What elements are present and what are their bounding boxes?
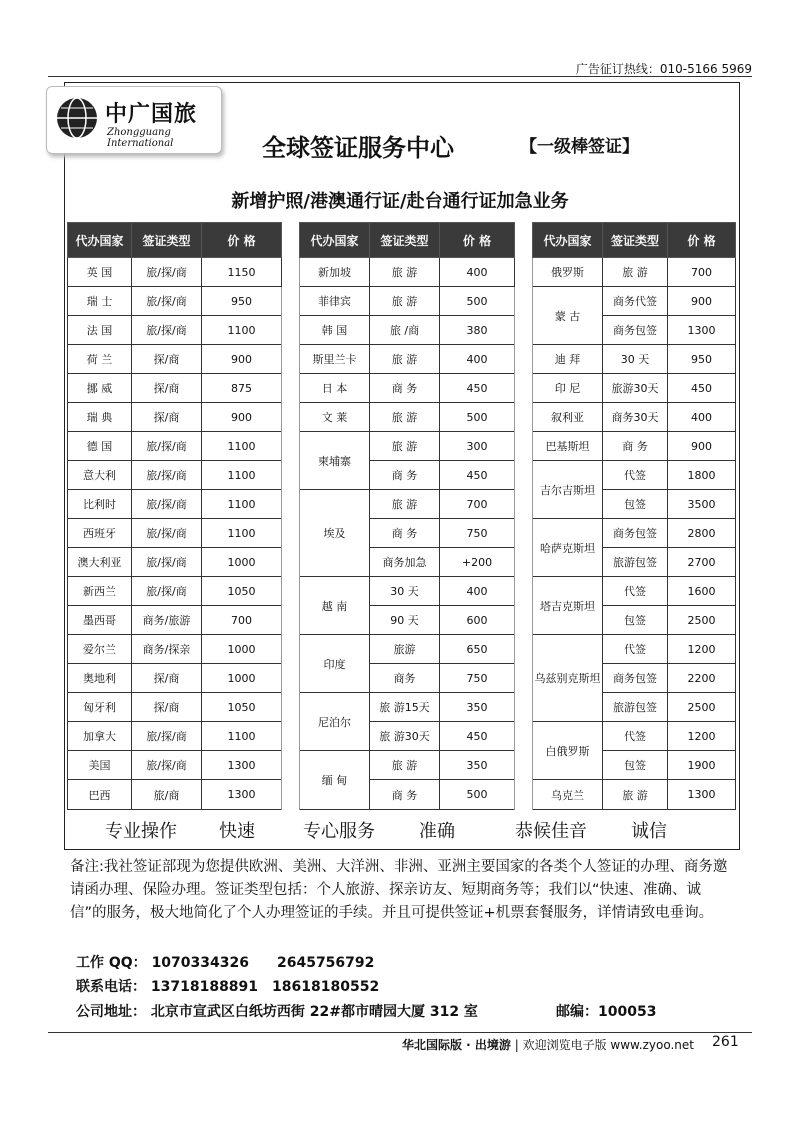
price-cell: 875 [202, 374, 282, 403]
page-number: 261 [712, 1034, 739, 1050]
country-cell: 巴基斯坦 [533, 432, 603, 461]
country-cell: 乌兹别克斯坦 [533, 635, 603, 722]
price-cell: 380 [440, 316, 515, 345]
country-cell: 西班牙 [68, 519, 132, 548]
price-cell: 950 [202, 287, 282, 316]
country-cell: 吉尔吉斯坦 [533, 461, 603, 519]
table-row [68, 258, 736, 287]
country-cell: 荷 兰 [68, 345, 132, 374]
table-row [68, 490, 736, 519]
address-text: 北京市宣武区白纸坊西街 22#都市晴园大厦 312 室 [150, 1004, 478, 1020]
phone-contact [76, 976, 379, 996]
price-cell: 300 [440, 432, 515, 461]
visa-type-cell: 商务 [370, 664, 440, 693]
visa-type-cell: 代签 [603, 577, 668, 606]
globe-icon [55, 96, 99, 140]
price-cell: 400 [440, 345, 515, 374]
visa-type-cell: 商务包签 [603, 664, 668, 693]
visa-type-cell: 旅/探/商 [132, 490, 202, 519]
price-cell: 600 [440, 606, 515, 635]
visa-type-cell: 商务加急 [370, 548, 440, 577]
table-row [68, 432, 736, 461]
qq-label: 工作 QQ： [76, 955, 147, 971]
visa-type-cell: 旅/探/商 [132, 751, 202, 780]
country-cell: 新西兰 [68, 577, 132, 606]
visa-type-cell: 旅/探/商 [132, 287, 202, 316]
price-cell: 450 [440, 374, 515, 403]
visa-type-cell: 商 务 [370, 374, 440, 403]
visa-type-cell: 旅/商 [132, 780, 202, 810]
country-cell: 乌克兰 [533, 780, 603, 810]
column-header: 价 格 [202, 223, 282, 258]
price-cell: 1100 [202, 519, 282, 548]
table-row [68, 316, 736, 345]
country-cell: 菲律宾 [300, 287, 370, 316]
table-row [68, 780, 736, 810]
footer-separator: | [514, 1038, 523, 1052]
visa-type-cell: 商 务 [370, 519, 440, 548]
ad-hotline: 广告征订热线：010-5166 5969 [575, 62, 752, 76]
column-header: 代办国家 [533, 223, 603, 258]
price-cell: 400 [668, 403, 736, 432]
table-row [68, 403, 736, 432]
price-cell: 400 [440, 258, 515, 287]
visa-type-cell: 商务包签 [603, 519, 668, 548]
price-cell: 1100 [202, 490, 282, 519]
price-cell: 350 [440, 751, 515, 780]
price-cell: 1050 [202, 693, 282, 722]
price-cell: 900 [202, 345, 282, 374]
visa-type-cell: 旅/探/商 [132, 258, 202, 287]
slogan-item: 诚信 [631, 821, 667, 842]
table-row [68, 635, 736, 664]
price-cell: 750 [440, 664, 515, 693]
price-cell: 1300 [668, 316, 736, 345]
visa-table-body [68, 258, 736, 810]
visa-type-cell: 旅 游 [370, 751, 440, 780]
price-cell: 1000 [202, 635, 282, 664]
price-cell: 900 [668, 287, 736, 316]
price-cell: 450 [440, 722, 515, 751]
price-cell: 1200 [668, 635, 736, 664]
visa-type-cell: 探/商 [132, 374, 202, 403]
remarks-paragraph: 备注:我社签证部现为您提供欧洲、美洲、大洋洲、非洲、亚洲主要国家的各类个人签证的办理、商务邀请函办理、保险办理。签证类型包括：个人旅游、探亲访友、短期商务等；我们以“快速、准确、诚信”的服务，极大地简化了个人办理签证的手续。并且可提供签证+机票套餐服务，详情请致电垂询。 [70, 859, 728, 921]
price-cell: 2500 [668, 606, 736, 635]
column-header: 代办国家 [68, 223, 132, 258]
price-cell: 1000 [202, 548, 282, 577]
visa-type-cell: 旅/探/商 [132, 461, 202, 490]
visa-type-cell: 探/商 [132, 403, 202, 432]
country-cell: 法 国 [68, 316, 132, 345]
footer-publication: 华北国际版 · 出境游 [402, 1038, 511, 1052]
logo-text-en: Zhongguang International [107, 127, 174, 149]
visa-type-cell: 旅 游 [370, 258, 440, 287]
price-cell: 500 [440, 403, 515, 432]
price-cell: 500 [440, 780, 515, 810]
country-cell: 比利时 [68, 490, 132, 519]
table-row [68, 345, 736, 374]
visa-type-cell: 商务/探亲 [132, 635, 202, 664]
country-cell: 德 国 [68, 432, 132, 461]
price-cell: 1300 [202, 780, 282, 810]
slogan-item: 准确 [419, 821, 455, 842]
price-cell: 1800 [668, 461, 736, 490]
visa-type-cell: 旅游包签 [603, 693, 668, 722]
country-cell: 巴西 [68, 780, 132, 810]
price-cell: 1100 [202, 432, 282, 461]
table-header-row [68, 223, 736, 258]
footer-text [402, 1036, 694, 1053]
price-cell: 1600 [668, 577, 736, 606]
visa-type-cell: 商 务 [603, 432, 668, 461]
country-cell: 意大利 [68, 461, 132, 490]
table-row [68, 548, 736, 577]
visa-type-cell: 旅 游 [370, 345, 440, 374]
visa-type-cell: 商务包签 [603, 316, 668, 345]
visa-type-cell: 代签 [603, 635, 668, 664]
visa-type-cell: 代签 [603, 722, 668, 751]
column-header: 签证类型 [603, 223, 668, 258]
country-cell: 迪 拜 [533, 345, 603, 374]
visa-type-cell: 探/商 [132, 664, 202, 693]
visa-type-cell: 商务代签 [603, 287, 668, 316]
visa-type-cell: 旅 游 [370, 432, 440, 461]
column-gap [282, 258, 300, 810]
visa-type-cell: 旅/探/商 [132, 316, 202, 345]
visa-type-cell: 包签 [603, 490, 668, 519]
qq-numbers: 1070334326 2645756792 [151, 955, 375, 971]
price-cell: 900 [668, 432, 736, 461]
visa-type-cell: 旅/探/商 [132, 519, 202, 548]
visa-type-cell: 旅 /商 [370, 316, 440, 345]
price-cell: 1900 [668, 751, 736, 780]
price-cell: 500 [440, 287, 515, 316]
country-cell: 俄罗斯 [533, 258, 603, 287]
page-title: 全球签证服务中心 [262, 134, 454, 162]
price-cell: 1100 [202, 461, 282, 490]
service-slogans [67, 806, 735, 848]
zip-code: 邮编：100053 [556, 1004, 657, 1020]
price-cell: 900 [202, 403, 282, 432]
title-badge: 【一级棒签证】 [520, 137, 639, 157]
visa-type-cell: 旅 游 [370, 490, 440, 519]
country-cell: 美国 [68, 751, 132, 780]
price-cell: +200 [440, 548, 515, 577]
slogan-item: 专业操作 [105, 821, 177, 842]
country-cell: 斯里兰卡 [300, 345, 370, 374]
column-header: 签证类型 [132, 223, 202, 258]
column-gap [282, 223, 300, 258]
country-cell: 澳大利亚 [68, 548, 132, 577]
price-cell: 1050 [202, 577, 282, 606]
visa-type-cell: 旅 游15天 [370, 693, 440, 722]
visa-type-cell: 旅 游 [370, 403, 440, 432]
price-cell: 650 [440, 635, 515, 664]
table-row [68, 664, 736, 693]
visa-type-cell: 商务30天 [603, 403, 668, 432]
visa-type-cell: 旅/探/商 [132, 432, 202, 461]
footer-slogan: 欢迎浏览电子版 www.zyoo.net [522, 1038, 694, 1052]
top-divider [48, 76, 752, 77]
price-cell: 2500 [668, 693, 736, 722]
slogan-item: 专心服务 [303, 821, 375, 842]
price-cell: 2200 [668, 664, 736, 693]
country-cell: 加拿大 [68, 722, 132, 751]
page-subtitle: 新增护照/港澳通行证/赴台通行证加急业务 [231, 191, 569, 212]
price-cell: 1300 [202, 751, 282, 780]
visa-type-cell: 旅 游 [603, 780, 668, 810]
column-gap [515, 223, 533, 258]
table-row [68, 693, 736, 722]
table-row [68, 519, 736, 548]
country-cell: 新加坡 [300, 258, 370, 287]
price-cell: 450 [440, 461, 515, 490]
slogan-item: 快速 [219, 821, 255, 842]
country-cell: 瑞 典 [68, 403, 132, 432]
price-cell: 950 [668, 345, 736, 374]
country-cell: 蒙 古 [533, 287, 603, 345]
table-row [68, 577, 736, 606]
visa-type-cell: 探/商 [132, 693, 202, 722]
footer-divider [48, 1032, 752, 1033]
price-cell: 2800 [668, 519, 736, 548]
country-cell: 韩 国 [300, 316, 370, 345]
visa-type-cell: 代签 [603, 461, 668, 490]
slogan-item: 恭候佳音 [515, 821, 587, 842]
country-cell: 哈萨克斯坦 [533, 519, 603, 577]
price-cell: 1300 [668, 780, 736, 810]
country-cell: 英 国 [68, 258, 132, 287]
country-cell: 柬埔寨 [300, 432, 370, 490]
country-cell: 文 莱 [300, 403, 370, 432]
price-cell: 700 [668, 258, 736, 287]
qq-contact [76, 952, 374, 972]
visa-type-cell: 旅 游30天 [370, 722, 440, 751]
country-cell: 印度 [300, 635, 370, 693]
visa-price-table [67, 222, 736, 810]
visa-type-cell: 30 天 [370, 577, 440, 606]
price-cell: 1100 [202, 316, 282, 345]
visa-type-cell: 30 天 [603, 345, 668, 374]
visa-type-cell: 旅/探/商 [132, 577, 202, 606]
table-row [68, 374, 736, 403]
column-header: 价 格 [668, 223, 736, 258]
price-cell: 400 [440, 577, 515, 606]
country-cell: 奥地利 [68, 664, 132, 693]
table-row [68, 461, 736, 490]
address-label: 公司地址： [76, 1004, 146, 1020]
price-cell: 2700 [668, 548, 736, 577]
visa-type-cell: 旅/探/商 [132, 722, 202, 751]
table-row [68, 722, 736, 751]
visa-type-cell: 90 天 [370, 606, 440, 635]
country-cell: 越 南 [300, 577, 370, 635]
visa-type-cell: 旅游30天 [603, 374, 668, 403]
country-cell: 塔吉克斯坦 [533, 577, 603, 635]
phone-numbers: 13718188891 18618180552 [150, 979, 380, 995]
visa-type-cell: 商务/旅游 [132, 606, 202, 635]
price-cell: 1100 [202, 722, 282, 751]
table-row [68, 287, 736, 316]
country-cell: 墨西哥 [68, 606, 132, 635]
country-cell: 挪 威 [68, 374, 132, 403]
table-row [68, 606, 736, 635]
brand-logo [46, 86, 222, 154]
country-cell: 白俄罗斯 [533, 722, 603, 780]
column-header: 签证类型 [370, 223, 440, 258]
column-header: 代办国家 [300, 223, 370, 258]
country-cell: 印 尼 [533, 374, 603, 403]
price-cell: 1200 [668, 722, 736, 751]
country-cell: 尼泊尔 [300, 693, 370, 751]
visa-type-cell: 旅 游 [370, 287, 440, 316]
column-header: 价 格 [440, 223, 515, 258]
price-cell: 3500 [668, 490, 736, 519]
visa-type-cell: 旅游 [370, 635, 440, 664]
price-cell: 450 [668, 374, 736, 403]
visa-type-cell: 商 务 [370, 461, 440, 490]
address-contact [76, 1001, 478, 1021]
country-cell: 瑞 士 [68, 287, 132, 316]
visa-type-cell: 旅游包签 [603, 548, 668, 577]
price-cell: 1150 [202, 258, 282, 287]
column-gap [515, 258, 533, 810]
price-cell: 350 [440, 693, 515, 722]
visa-type-cell: 旅/探/商 [132, 548, 202, 577]
price-cell: 750 [440, 519, 515, 548]
visa-type-cell: 探/商 [132, 345, 202, 374]
price-cell: 700 [202, 606, 282, 635]
visa-type-cell: 商 务 [370, 780, 440, 810]
country-cell: 匈牙利 [68, 693, 132, 722]
country-cell: 埃及 [300, 490, 370, 577]
visa-type-cell: 包签 [603, 751, 668, 780]
logo-text-cn: 中广国旅 [105, 102, 198, 127]
phone-label: 联系电话： [76, 979, 146, 995]
country-cell: 缅 甸 [300, 751, 370, 810]
country-cell: 日 本 [300, 374, 370, 403]
table-row [68, 751, 736, 780]
country-cell: 叙利亚 [533, 403, 603, 432]
visa-type-cell: 旅 游 [603, 258, 668, 287]
visa-type-cell: 包签 [603, 606, 668, 635]
price-cell: 1000 [202, 664, 282, 693]
country-cell: 爱尔兰 [68, 635, 132, 664]
price-cell: 700 [440, 490, 515, 519]
